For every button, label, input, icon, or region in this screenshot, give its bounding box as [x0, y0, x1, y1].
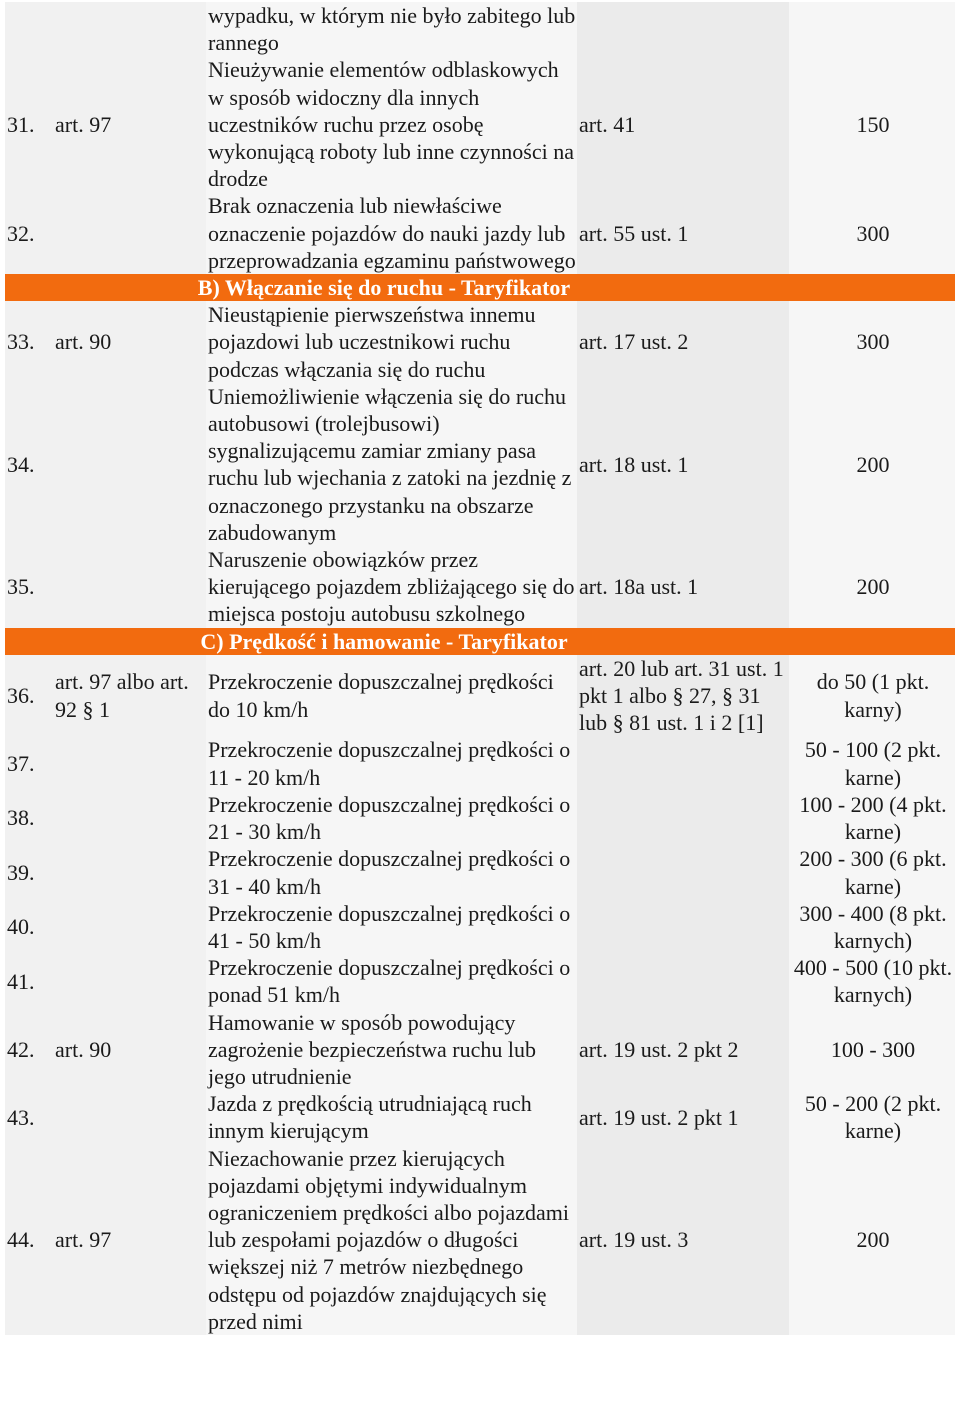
- table-row: [5, 301, 955, 383]
- row-number: 44.: [7, 1227, 35, 1253]
- row-reference: art. 17 ust. 2: [579, 329, 689, 355]
- fines-table-page: [5, 2, 955, 1335]
- row-number-cell: [5, 1009, 53, 1091]
- row-amount: 300: [856, 220, 890, 246]
- row-number-cell: [5, 56, 53, 192]
- row-description: Przekroczenie dopuszczalnej prędkości o 41 - 50 km/h: [208, 900, 571, 953]
- row-description-cell: [206, 383, 577, 546]
- row-amount: 400 - 500 (10 pkt. karnych): [793, 955, 953, 1008]
- row-amount-cell: [789, 1009, 955, 1091]
- row-amount: 300 - 400 (8 pkt. karnych): [799, 900, 947, 953]
- row-reference-cell: [577, 1090, 789, 1144]
- row-number-cell: [5, 2, 53, 56]
- row-amount-cell: [789, 845, 955, 899]
- row-description-cell: [206, 301, 577, 383]
- table-row: [5, 56, 955, 192]
- row-amount: 200: [856, 451, 890, 477]
- row-description: Niezachowanie przez kierujących pojazdami objętymi indywidualnym ograniczeniem prędkości albo pojazdami lub zespołami pojazdów o długości większej niż 7 metrów niezbędnego odstępu od pojazdów znajdujących się przed nimi: [208, 1145, 570, 1334]
- row-reference: art. 19 ust. 2 pkt 1: [579, 1104, 739, 1130]
- row-number: 34.: [7, 451, 35, 477]
- row-reference-cell: [577, 791, 789, 845]
- row-reference: art. 19 ust. 3: [579, 1227, 689, 1253]
- row-number-cell: [5, 546, 53, 628]
- row-description-cell: [206, 56, 577, 192]
- row-description-cell: [206, 546, 577, 628]
- row-article-cell: [53, 192, 206, 274]
- table-row: [5, 791, 955, 845]
- row-amount-cell: [789, 900, 955, 954]
- table-row: [5, 383, 955, 546]
- row-number: 35.: [7, 574, 35, 600]
- row-description: Przekroczenie dopuszczalnej prędkości do 10 km/h: [208, 669, 554, 722]
- row-description-cell: [206, 192, 577, 274]
- row-number-cell: [5, 736, 53, 790]
- row-description-cell: [206, 845, 577, 899]
- row-description: Nieustąpienie pierwszeństwa innemu pojazdowi lub uczestnikowi ruchu podczas włączania się do ruchu: [208, 302, 536, 382]
- table-row: [5, 546, 955, 628]
- row-reference-cell: [577, 655, 789, 737]
- section-header-c-cell: [5, 628, 955, 655]
- row-reference-cell: [577, 56, 789, 192]
- table-row: [5, 1145, 955, 1335]
- row-description-cell: [206, 655, 577, 737]
- row-reference-cell: [577, 736, 789, 790]
- row-reference-cell: [577, 1009, 789, 1091]
- row-description: Naruszenie obowiązków przez kierującego pojazdem zbliżającego się do miejsca postoju autobusu szkolnego: [208, 547, 575, 627]
- row-number: 42.: [7, 1036, 35, 1062]
- row-reference-cell: [577, 383, 789, 546]
- row-amount: 200: [856, 574, 890, 600]
- row-number-cell: [5, 900, 53, 954]
- table-row: [5, 736, 955, 790]
- row-number-cell: [5, 383, 53, 546]
- row-number: 43.: [7, 1104, 35, 1130]
- row-amount-cell: [789, 655, 955, 737]
- row-article: art. 90: [55, 329, 112, 355]
- row-number: 32.: [7, 220, 35, 246]
- fines-table: [5, 2, 955, 1335]
- row-number: 36.: [7, 683, 35, 709]
- table-row: [5, 1009, 955, 1091]
- row-reference-cell: [577, 2, 789, 56]
- row-reference: art. 41: [579, 111, 636, 137]
- row-description-cell: [206, 1009, 577, 1091]
- row-article-cell: [53, 1145, 206, 1335]
- row-number-cell: [5, 845, 53, 899]
- row-amount: 100 - 200 (4 pkt. karne): [799, 791, 947, 845]
- row-article-cell: [53, 546, 206, 628]
- table-row: [5, 1090, 955, 1144]
- row-description: Przekroczenie dopuszczalnej prędkości o 31 - 40 km/h: [208, 846, 571, 899]
- row-amount-cell: [789, 736, 955, 790]
- row-article-cell: [53, 2, 206, 56]
- row-number-cell: [5, 301, 53, 383]
- row-number-cell: [5, 954, 53, 1008]
- row-number: 37.: [7, 751, 35, 777]
- row-reference-cell: [577, 1145, 789, 1335]
- row-reference-cell: [577, 546, 789, 628]
- row-description: Jazda z prędkością utrudniającą ruch innym kierującym: [208, 1091, 532, 1144]
- row-description-cell: [206, 900, 577, 954]
- row-reference-cell: [577, 301, 789, 383]
- row-amount: do 50 (1 pkt. karny): [816, 669, 930, 722]
- row-article: art. 90: [55, 1036, 112, 1062]
- row-description-cell: [206, 736, 577, 790]
- row-amount-cell: [789, 2, 955, 56]
- row-description: Nieużywanie elementów odblaskowych w sposób widoczny dla innych uczestników ruchu przez osobę wykonującą roboty lub inne czynności na drodze: [208, 57, 574, 192]
- row-amount: 200 - 300 (6 pkt. karne): [799, 846, 947, 899]
- row-reference: art. 18a ust. 1: [579, 574, 699, 600]
- row-number: 33.: [7, 329, 35, 355]
- row-amount: 200: [856, 1227, 890, 1253]
- row-reference: art. 18 ust. 1: [579, 451, 689, 477]
- row-description-cell: [206, 1090, 577, 1144]
- row-amount-cell: [789, 954, 955, 1008]
- row-amount: 150: [856, 111, 890, 137]
- row-description: Przekroczenie dopuszczalnej prędkości o 21 - 30 km/h: [208, 791, 571, 845]
- row-amount-cell: [789, 301, 955, 383]
- row-amount-cell: [789, 192, 955, 274]
- row-article-cell: [53, 1009, 206, 1091]
- table-row: [5, 192, 955, 274]
- row-article-cell: [53, 56, 206, 192]
- fines-table-body: [5, 2, 955, 1335]
- row-description-cell: [206, 1145, 577, 1335]
- row-article: art. 97: [55, 111, 112, 137]
- row-description: Przekroczenie dopuszczalnej prędkości o 11 - 20 km/h: [208, 737, 571, 790]
- row-description: Uniemożliwienie włączenia się do ruchu autobusowi (trolejbusowi) sygnalizującemu zamiar zmiany pasa ruchu lub wjechania z zatoki na jezdnię z oznaczonego przystanku na obszarze zabudowanym: [208, 383, 572, 545]
- row-amount-cell: [789, 383, 955, 546]
- row-amount-cell: [789, 1145, 955, 1335]
- row-reference-cell: [577, 845, 789, 899]
- row-number: 41.: [7, 968, 35, 994]
- row-amount: 300: [856, 329, 890, 355]
- table-row: [5, 655, 955, 737]
- row-number: 31.: [7, 111, 35, 137]
- row-description: Hamowanie w sposób powodujący zagrożenie bezpieczeństwa ruchu lub jego utrudnienie: [208, 1009, 536, 1089]
- row-amount-cell: [789, 791, 955, 845]
- row-article-cell: [53, 655, 206, 737]
- row-number-cell: [5, 1145, 53, 1335]
- row-number-cell: [5, 192, 53, 274]
- row-amount: 50 - 200 (2 pkt. karne): [804, 1091, 942, 1144]
- table-row: [5, 845, 955, 899]
- row-number-cell: [5, 1090, 53, 1144]
- row-description-cell: [206, 954, 577, 1008]
- row-number-cell: [5, 791, 53, 845]
- row-description: Brak oznaczenia lub niewłaściwe oznaczenie pojazdów do nauki jazdy lub przeprowadzania egzaminu państwowego: [208, 193, 576, 273]
- row-description: Przekroczenie dopuszczalnej prędkości o ponad 51 km/h: [208, 955, 571, 1008]
- row-reference-cell: [577, 954, 789, 1008]
- section-header-b-cell: [5, 274, 955, 301]
- table-row: [5, 2, 955, 56]
- table-row: [5, 954, 955, 1008]
- row-number: 38.: [7, 805, 35, 831]
- row-description-cell: [206, 2, 577, 56]
- row-article-cell: [53, 736, 206, 790]
- row-reference: art. 55 ust. 1: [579, 220, 689, 246]
- row-article: art. 97 albo art. 92 § 1: [55, 669, 189, 722]
- row-amount-cell: [789, 546, 955, 628]
- section-header-c-title: C) Prędkość i hamowanie - Taryfikator: [200, 628, 568, 654]
- row-amount: 100 - 300: [830, 1036, 916, 1062]
- row-article-cell: [53, 845, 206, 899]
- row-article-cell: [53, 954, 206, 1008]
- row-article-cell: [53, 791, 206, 845]
- row-article-cell: [53, 383, 206, 546]
- row-number: 40.: [7, 914, 35, 940]
- row-reference: art. 20 lub art. 31 ust. 1 pkt 1 albo § 27, § 31 lub § 81 ust. 1 i 2 [1]: [579, 655, 784, 736]
- row-number-cell: [5, 655, 53, 737]
- section-header-c: [5, 628, 955, 655]
- row-amount-cell: [789, 56, 955, 192]
- row-amount: 50 - 100 (2 pkt. karne): [804, 737, 942, 790]
- row-amount-cell: [789, 1090, 955, 1144]
- row-article: art. 97: [55, 1227, 112, 1253]
- row-reference: art. 19 ust. 2 pkt 2: [579, 1036, 739, 1062]
- row-description: wypadku, w którym nie było zabitego lub rannego: [208, 3, 576, 56]
- row-article-cell: [53, 1090, 206, 1144]
- section-header-b-title: B) Włączanie się do ruchu - Taryfikator: [197, 275, 571, 301]
- row-article-cell: [53, 900, 206, 954]
- row-number: 39.: [7, 859, 35, 885]
- section-header-b: [5, 274, 955, 301]
- row-reference-cell: [577, 192, 789, 274]
- row-article-cell: [53, 301, 206, 383]
- row-reference-cell: [577, 900, 789, 954]
- row-description-cell: [206, 791, 577, 845]
- table-row: [5, 900, 955, 954]
